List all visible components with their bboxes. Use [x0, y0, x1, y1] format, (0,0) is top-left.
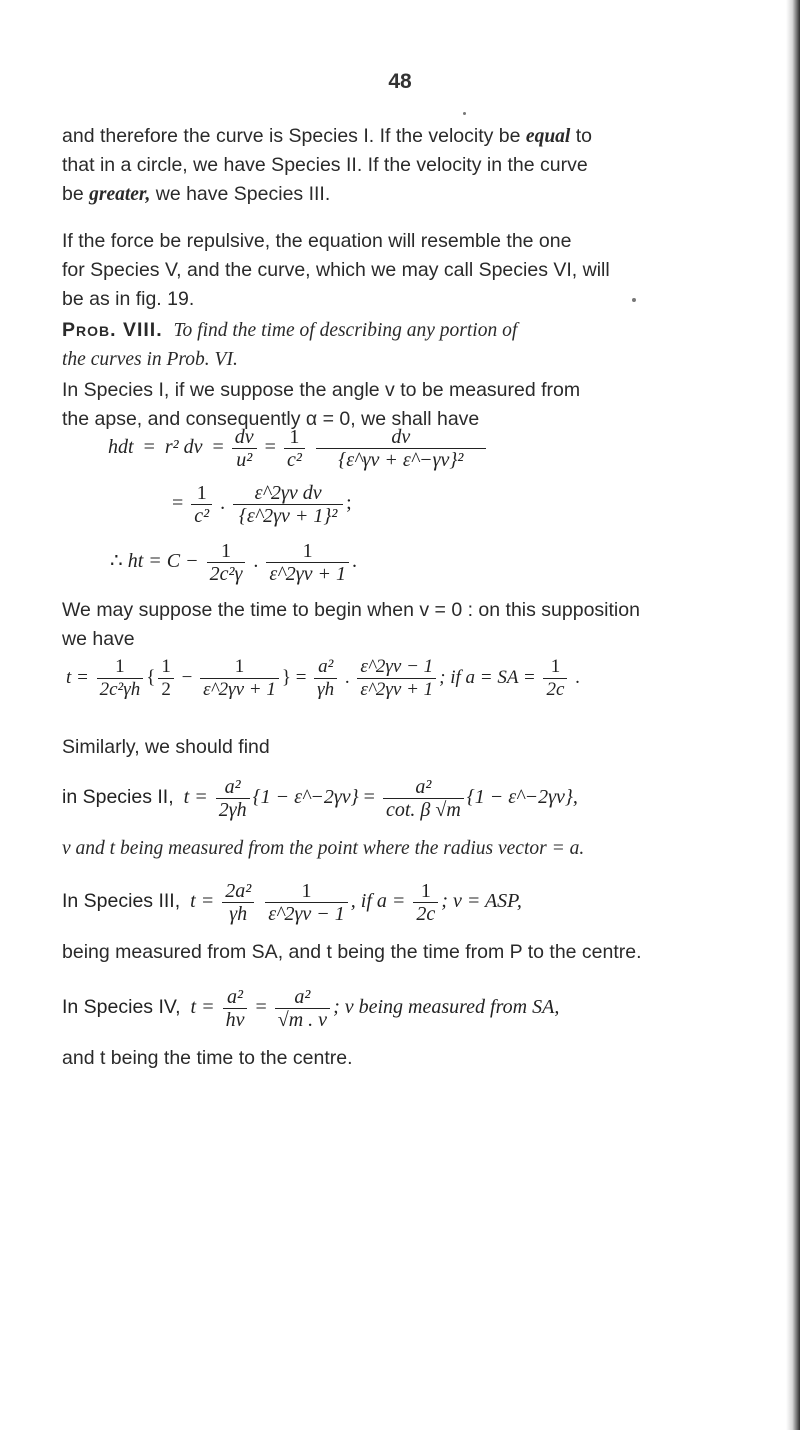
paragraph-species-one: In Species I, if we suppose the angle v to be measured from the apse, and consequently α = 0, we shall have [62, 379, 581, 430]
page-number: 48 [388, 70, 412, 93]
paragraph-similarly: Similarly, we should find [62, 736, 270, 758]
page-edge-shadow [786, 0, 800, 1430]
equation-time-species-one: t = $\frac{1}{\text{2c²γh}}$ { $\frac{1}{2}$ − $\frac{1}{\varepsilon\^{}2\gamma v + 1}$ } = $\frac{\text{a²}}{\gamma h}$ . $\frac{\varepsilon\^{}2\gamma v - 1}{\varepsilon\^{}2\gamma v + 1}$ ; if a = SA = $\frac{1}{2c}$ . [66, 656, 580, 700]
equation-species-four: In Species IV, t = $\frac{\text{a²}}{hv}$ = $\frac{\text{a²}}{√m . v}$ ; v being measured from SA, [62, 986, 560, 1031]
problem-heading: Prob. VIII. To find the time of describing any portion of the curves in Prob. VI. [62, 319, 518, 370]
equation-hdt: hdt = r² dv = $\frac{dv}{\text{u²}}$ = $\frac{1}{\text{c²}}$ $\frac{dv}{\text{\{ε\textasciicircum{}γv + ε\textasciicircum{}−γv\}²}}$ [108, 426, 489, 471]
equation-ht-integral: ∴ ht = C − $\frac{1}{\text{2c²γ}}$ . $\frac{1}{\varepsilon\^{}2\gamma v + 1}$ . [110, 540, 357, 585]
paragraph-measured-radius: v and t being measured from the point where the radius vector = a. [62, 838, 585, 859]
paragraph-species-velocity: and therefore the curve is Species I. If the velocity be equal to that in a circle, we have Species II. If the velocity in the curve be greater, we have Species III. [62, 125, 593, 205]
equation-species-two: in Species II, t = $\frac{\text{a²}}{2\gamma h}$ {1 − ε^−2γv} = $\frac{\text{a²}}{\cot. \beta √m}$ {1 − ε^−2γv}, [62, 776, 578, 821]
paragraph-time-to-centre: and t being the time to the centre. [62, 1047, 353, 1069]
paragraph-measured-from-sa: being measured from SA, and t being the time from P to the centre. [62, 941, 642, 963]
print-speck [463, 112, 466, 115]
paragraph-repulsive-force: If the force be repulsive, the equation will resemble the one for Species V, and the curve, which we may call Species VI, will be as in fig. 19. [62, 230, 610, 310]
paragraph-time-begin: We may suppose the time to begin when v = 0 : on this supposition we have [62, 599, 640, 650]
equation-species-three: In Species III, t = $\frac{\text{2a²}}{\gamma h}$ $\frac{1}{\varepsilon\^{}2\gamma v - 1}$ , if a = $\frac{1}{2c}$ ; v = ASP, [62, 880, 522, 925]
equation-hdt-simplified: = $\frac{1}{\text{c²}}$ . $\frac{\text{ε\textasciicircum{}2γv dv}}{\text{\{ε\textasciicircum{}2γv + 1\}²}}$ ; [172, 482, 352, 527]
print-speck [632, 298, 636, 302]
